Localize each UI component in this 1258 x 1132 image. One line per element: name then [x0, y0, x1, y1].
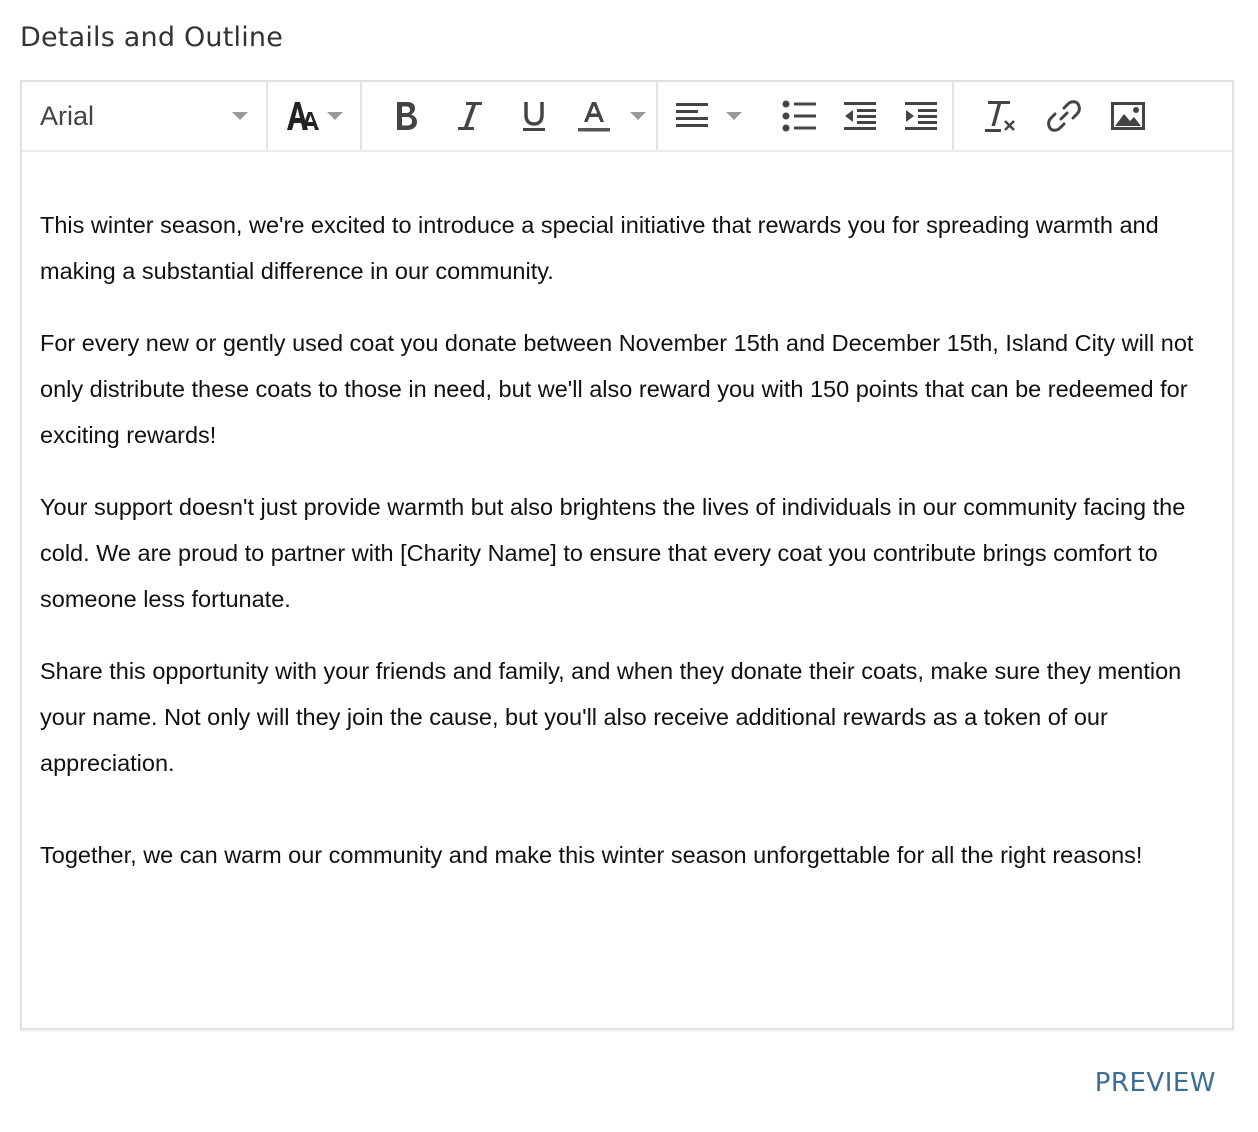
font-color-icon — [577, 98, 611, 134]
content-paragraph: Your support doesn't just provide warmth but also brightens the lives of individuals in our community facing the cold. We are proud to partner with [Charity Name] to ensure that every coat you contribute brings comfort to someone less fortunate. — [40, 494, 1186, 612]
link-button[interactable] — [1032, 94, 1096, 138]
clear-formatting-button[interactable] — [968, 94, 1032, 138]
font-family-value: Arial — [40, 100, 95, 131]
content-paragraph: Together, we can warm our community and make this winter season unforgettable for all the right reasons! — [40, 842, 1143, 868]
content-paragraph: For every new or gently used coat you donate between November 15th and December 15th, Island City will not only distribute these coats to those in need, but we'll also reward you with 150 points that can be redeemed for exciting rewards! — [40, 330, 1194, 448]
bold-button[interactable] — [374, 94, 438, 138]
outdent-button[interactable] — [829, 94, 890, 138]
chevron-down-icon — [726, 112, 742, 120]
indent-button[interactable] — [891, 94, 952, 138]
preview-button[interactable]: PREVIEW — [1094, 1068, 1216, 1098]
underline-button[interactable] — [502, 94, 566, 138]
content-paragraph: Share this opportunity with your friends and family, and when they donate their coats, make sure they mention your name. Not only will they join the cause, but you'll also receive additional rewards as a token of our appreciation. — [40, 658, 1182, 776]
editor-toolbar — [22, 82, 1232, 152]
align-button[interactable] — [670, 94, 714, 138]
font-size-dropdown[interactable] — [268, 82, 362, 150]
chevron-down-icon — [327, 112, 343, 120]
link-icon — [1047, 99, 1081, 133]
indent-icon — [904, 101, 938, 131]
image-icon — [1111, 101, 1145, 131]
font-size-button[interactable] — [285, 94, 321, 138]
italic-button[interactable] — [438, 94, 502, 138]
font-family-select[interactable] — [22, 82, 268, 150]
text-format-group — [362, 82, 658, 150]
insert-group — [954, 82, 1160, 150]
bold-icon — [392, 99, 420, 133]
chevron-down-icon — [630, 112, 646, 120]
clear-formatting-icon — [983, 99, 1017, 133]
insert-image-button[interactable] — [1096, 94, 1160, 138]
align-left-icon — [675, 101, 709, 131]
font-size-icon — [285, 98, 321, 134]
rich-text-editor[interactable] — [20, 80, 1234, 1030]
content-paragraph: This winter season, we're excited to introduce a special initiative that rewards you for spreading warmth and making a substantial difference in our community. — [40, 212, 1159, 284]
italic-icon — [456, 99, 484, 133]
section-title: Details and Outline — [20, 22, 284, 53]
editor-content[interactable] — [40, 202, 1214, 904]
chevron-down-icon — [232, 112, 248, 120]
bulleted-list-icon — [782, 100, 816, 132]
font-color-button[interactable] — [566, 94, 622, 138]
underline-icon — [520, 99, 548, 133]
outdent-icon — [843, 101, 877, 131]
bulleted-list-button[interactable] — [768, 94, 829, 138]
paragraph-group — [658, 82, 954, 150]
